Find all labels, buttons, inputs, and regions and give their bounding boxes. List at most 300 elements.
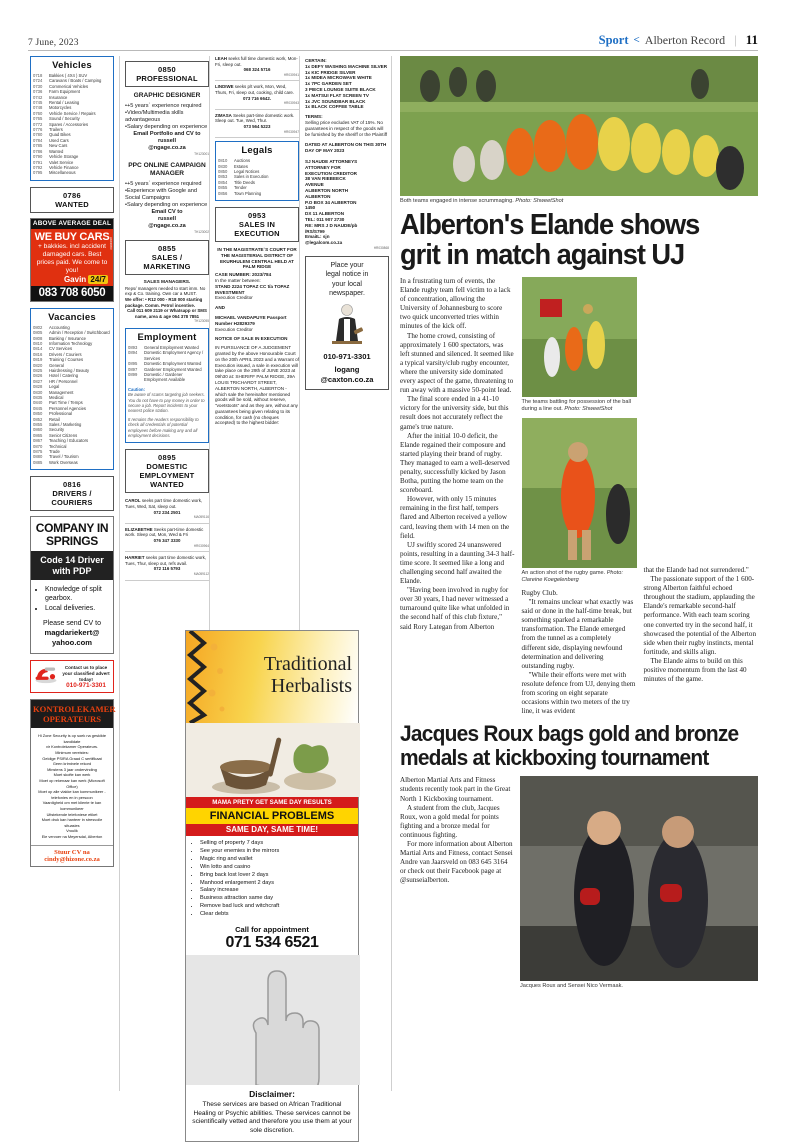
item-code: 0742 <box>33 94 43 100</box>
item-name: Admin / Reception / Switchboard <box>49 330 110 336</box>
ad-subtext: + bakkies. incl accident damaged cars. Best prices paid. We come to you! <box>36 242 108 274</box>
paragraph: For more information about Alberton Martial Arts and Fitness, contact Sensei Andre van Jaarsveld on 083 645 3164 or check out their Facebook page at @sunseialberton. <box>400 839 513 885</box>
ad-ref: HR030943 <box>283 101 299 106</box>
item-name: Work Overseas <box>49 459 78 465</box>
ad-subtitle: Code 14 Driver with PDP <box>31 551 113 580</box>
article-body-2 <box>522 589 637 716</box>
second-article-body <box>400 776 513 885</box>
item-code: 0816 <box>33 351 43 357</box>
terms-body: Selling price excludes VAT of 15%. No guarantees in respect of the goods will be furnished by the sheriff or the Plaintiff <box>305 119 388 137</box>
item-code: 0724 <box>33 78 43 84</box>
photo-caption-4: Jacques Roux and Sensei Nico Vermaak. <box>520 983 623 990</box>
advertiser-name: CAROL <box>125 498 141 504</box>
ad-phone[interactable]: 072 234 2501 <box>153 509 181 515</box>
ad-ref: MA059112 <box>193 571 209 576</box>
text-line: •+5 years` experience required <box>125 180 202 187</box>
item-code: 0790 <box>33 154 43 160</box>
ad-contact-name <box>33 275 111 284</box>
ad-phone[interactable]: 073 564 5223 <box>243 123 271 129</box>
second-article-headline: Jacques Roux bags gold and bronze medals at kickboxing tournament <box>400 721 739 771</box>
text-line: Vroulik <box>66 828 78 834</box>
article-column-3 <box>644 277 759 716</box>
ad-divider <box>215 109 299 110</box>
paragraph: The passionate support of the 1 600-strong Alberton faithful echoed throughout the stadium, applauding the Elande's remarkable second-half performance. With each team scoring one converted try in the second half, it showcased the potential of the Alberton side when their rugby instincts, mental fortitude, and skills align. <box>643 575 756 656</box>
copy-line-4: newspaper. <box>329 290 365 298</box>
terms-title: TERMS: <box>305 114 323 120</box>
job-bullets <box>125 181 209 209</box>
code-number: 0953 <box>248 210 266 220</box>
ad-header-art <box>186 631 358 723</box>
party-2: MICHAEL VANDAPUYE Passport Number H2829379 <box>215 314 287 326</box>
item-name: Information Technology <box>49 340 93 346</box>
paragraph: In a frustrating turn of events, the Elande rugby team fell victim to a lack of concentration, allowing the University of Johannesburg to score two quick unconverted tries within minutes of the kick off. <box>400 277 511 331</box>
code-box-drivers <box>30 476 114 511</box>
job-title: PPC ONLINE CAMPAIGN MANAGER <box>128 161 206 177</box>
item-name: Caravans / Boats / Camping <box>49 78 102 84</box>
item-name: Hotel / Catering <box>49 373 79 379</box>
item-code: 0885 <box>33 459 43 465</box>
party-1-role: Execution Creditor <box>215 295 253 301</box>
text-line: EmaiIL: sjn <box>305 234 330 240</box>
certain-items <box>305 64 389 110</box>
column-divider <box>391 56 392 1091</box>
paragraph: A student from the club, Jacques Roux, won a gold medal for points fighting and a bronze medal for continuous fighting. <box>400 803 500 839</box>
classified-ad[interactable] <box>125 527 209 552</box>
item-code: 0760 <box>33 110 43 116</box>
text-line: Geen kriminele rekord <box>52 761 92 767</box>
bullet-list <box>37 585 109 613</box>
ad-title-line-1: Traditional <box>263 653 352 675</box>
text-line: SJ NAUDE ATTORNEYS <box>305 158 358 164</box>
item-code: 0792 <box>33 164 43 170</box>
caution-p2: It remains the readers responsibility to check all credentials of potential employees before making any and all employment decisions. <box>128 416 199 439</box>
ad-apply-line[interactable]: Stuur CV na cindy@hizone.co.za <box>31 845 113 866</box>
code-number: 0895 <box>158 453 176 463</box>
item-name: Miscellaneous <box>49 170 76 176</box>
code-box-sales-marketing <box>125 240 209 275</box>
bullet-item: • Business attraction same day <box>200 895 352 902</box>
ad-disclaimer <box>186 1085 358 1141</box>
bullet-item: • Win lotto and casino <box>200 864 352 871</box>
text-line: @legalcom.co.za <box>305 240 343 246</box>
text-line: ALBERTON NORTH <box>305 187 349 193</box>
category-title: Vacancies <box>48 311 96 323</box>
item-code: 0827 <box>33 378 43 384</box>
classified-ad[interactable] <box>215 113 299 138</box>
caption-text: Both teams engaged in intense scrummaging. <box>400 198 516 204</box>
disclaimer-body: These services are based on African Traditional Healing or Psychic abilities. These services cannot be scientifically vetted and therefore you use them at your sole discretion. <box>192 1101 352 1134</box>
job-cta: Email CV to <box>151 208 183 215</box>
paragraph: that the Elande had not surrendered." <box>643 566 749 574</box>
second-article-columns <box>400 776 758 990</box>
party-1: STAND 2224 TOPAZ CC t/a TOPAZ INVESTMENT <box>215 283 290 295</box>
paragraph: However, with only 15 minutes remaining in the first half, tempers flared and Alberton received a yellow card, leaving them with 14 men on the field. <box>400 495 510 540</box>
text-line: •Video/Multimedia skills advantageous <box>125 110 184 123</box>
ad-text: seeks full time domestic work, Mon-Fri, sleep out. <box>215 56 298 67</box>
text-line: ATTORNEY FOR <box>305 164 341 170</box>
item-code: 0850 <box>218 168 228 174</box>
paragraph: The final score ended in a 41-10 victory for the university side, but this result does not accurately reflect the game's true nature. <box>400 395 509 431</box>
text-line: •Salary depending on experience <box>125 124 208 130</box>
caption-text: An action shot of the rugby game. <box>521 570 607 576</box>
job-email-1[interactable]: russell <box>157 215 177 222</box>
category-item[interactable] <box>33 170 111 175</box>
code-number: 0850 <box>158 65 176 74</box>
text-line: ALBERTON <box>305 193 331 199</box>
ad-heading: SALES MANAGERS. <box>143 280 191 286</box>
ad-call[interactable]: Call 011 609 2119 or Whatsapp or SMS name, area & age 064 378 7851 <box>127 308 207 319</box>
masthead-right <box>599 32 758 48</box>
ad-call-label: Call for appointment <box>235 925 309 935</box>
item-code: 0840 <box>33 400 43 406</box>
paragraph: The Elande aims to build on this positive momentum from the last 40 minutes of the game. <box>643 656 747 684</box>
item-name: Travel / Tourism <box>49 454 79 460</box>
second-article-photo-wrap <box>520 776 758 990</box>
item-name: Tender <box>234 185 247 191</box>
legal-notice-details <box>305 58 389 252</box>
employment-list <box>128 345 206 383</box>
attorney-block <box>305 159 389 246</box>
ad-ref: HR030941 <box>283 72 299 77</box>
classified-ad[interactable] <box>215 84 299 109</box>
item-code: 0786 <box>33 148 43 154</box>
notice-body: IN PURSUANCE OF A JUDGEMENT granted by the above Honourable Court on the 20th APRIL 2023 and a Warrant of Execution issued, a sale in execution will take place on the 29th of JUNE 2023 at 09h30 at: SHERIFF PALM RIDGE, 39A LOUIS TRICHARDT STREET, ALBERTON NORTH, ALBERTON - which sale the hereinafter mentioned goods will be sold, without reserve, "voetstoots" and as they are, without any guarantees being given relating to its condition, for cash (no cheques accepted) to the highest bidder: <box>215 345 299 426</box>
ad-body: Reps/ managers needed to start imm. No exp & Co. training. Own car a MUST. <box>125 285 206 297</box>
text-line: Uitstekende telefoniese etiket <box>46 811 98 817</box>
item-code: 0855 <box>33 422 43 428</box>
article-columns <box>400 277 758 716</box>
ad-ref: TH123001 <box>194 152 209 156</box>
text-line: 1x KIC FRIDGE SILVER <box>305 69 356 75</box>
code-box-sales-in-execution <box>215 207 299 242</box>
ad-traditional-herbalists[interactable] <box>185 630 359 1142</box>
item-name: Town Planning <box>234 190 262 196</box>
job-email-2[interactable]: @ngage.co.za <box>148 145 186 151</box>
paragraph: "While their efforts were met with resolute defence from UJ, denying them from scoring on eight separate occasions within two meters of the try line, it was evident <box>521 670 636 716</box>
category-employment <box>125 328 209 444</box>
item-name: Legal Notices <box>234 168 260 174</box>
classified-ad[interactable] <box>215 56 299 81</box>
caption-text: The teams battling for possession of the ball during a line out. <box>521 399 631 412</box>
ad-phone[interactable]: 076 347 3330 <box>153 538 181 543</box>
caption-credit: Photo: Clareine Koegelenberg <box>521 570 623 583</box>
ad-kontrolekamer[interactable] <box>30 699 114 866</box>
ad-divider <box>125 523 209 524</box>
item-name: Accounting <box>49 324 70 330</box>
bullet-item: • Remove bad luck and witchcraft <box>200 903 352 910</box>
photo-kickboxing <box>520 776 758 981</box>
text-line: TEL: 011 907 2730 <box>305 216 345 222</box>
pointing-hand-image <box>186 955 358 1085</box>
item-name: Domestic / Gardener Employment Available <box>144 371 186 383</box>
bullet-item: • Local deliveries. <box>45 604 109 613</box>
job-email-1[interactable]: russell <box>157 138 177 144</box>
telephone-icon <box>33 664 59 689</box>
publication-name: Alberton Record <box>644 32 726 47</box>
advertiser-name: LINDIWE <box>215 84 234 90</box>
court-heading: IN THE MAGISTRATE`S COURT FOR THE MAGISTERIAL DISTRICT OF EKURHULENI CENTRAL HELD AT PALM RIDGE <box>217 246 297 270</box>
ad-ref: TH123002 <box>194 229 209 234</box>
ad-title <box>264 653 352 697</box>
ad-text: seeks p/t work, Mon, Wed, Thurs, Fri, sleep out, cooking, child care. <box>215 84 295 95</box>
photo-caption-2 <box>522 397 637 413</box>
issue-date: 7 June, 2023 <box>28 38 79 48</box>
job-bullets <box>125 103 209 131</box>
copy-line-1: Place your <box>330 261 364 269</box>
section-label: Sport <box>598 32 629 47</box>
masthead-rule <box>28 50 758 51</box>
text-line: 1450 <box>305 205 316 211</box>
category-title: Vehicles <box>52 60 92 71</box>
text-line: Moet druk kan hanteer in stresvolle situasies <box>41 817 103 828</box>
category-item[interactable] <box>128 372 206 383</box>
ad-apply <box>31 616 113 653</box>
item-code: 0810 <box>218 158 228 164</box>
classified-ad[interactable] <box>125 555 209 580</box>
ad-ppc-manager[interactable] <box>125 162 209 236</box>
item-name: CV Services <box>49 346 73 352</box>
ad-divider <box>125 551 209 552</box>
case-number: CASE NUMBER: 2023/784 <box>215 272 272 278</box>
item-code: 0835 <box>33 395 43 400</box>
bullet-item: • Manhood enlargement 2 days <box>200 880 352 887</box>
dated-line: DATED AT ALBERTON ON THIS 30TH DAY OF MAY 2023 <box>305 142 387 154</box>
advertiser-name: HARRIET <box>125 555 145 561</box>
ad-ref: HR030964 <box>193 543 209 548</box>
item-code: 0780 <box>33 132 43 138</box>
job-cta: Email Portfolio and CV to <box>133 131 201 137</box>
item-code: 0856 <box>218 190 228 196</box>
ad-email-2[interactable]: @caxton.co.za <box>320 374 374 384</box>
badge-247: 24/7 <box>90 274 106 284</box>
item-name: Senior Citizens <box>49 432 78 438</box>
text-line: P.O BOX 34 ALBERTON <box>305 199 357 205</box>
caption-credit: Photo: ShweetShot <box>564 406 613 412</box>
item-name: Bakkies ( 4X4 ) SUV <box>49 73 88 78</box>
apply-label: Please send CV to <box>43 620 101 628</box>
ad-body <box>31 229 113 286</box>
ad-text: seeks part time domestic work, Tues, Thur, sleep out, refs avail. <box>125 555 207 566</box>
ad-text: Seeks part-time domestic work. Sleep out, Mon, Wed & Fri <box>125 526 204 538</box>
text-line: •+5 years` experience required <box>125 103 202 109</box>
legal-notice-sale <box>215 247 299 426</box>
item-name: Trailers <box>49 127 63 133</box>
item-code: 0745 <box>33 100 43 106</box>
item-name: Motorcycles <box>49 105 72 111</box>
sport-article <box>400 56 758 990</box>
ad-phone[interactable]: 068 324 5716 <box>243 67 271 73</box>
item-name: Trade <box>49 449 60 455</box>
text-line: Hi Zone Security is op soek na geskikte kandidate <box>37 733 107 744</box>
item-name: Legal <box>49 384 60 390</box>
bullet-item: • Clear debts <box>200 911 352 918</box>
ad-divider <box>215 80 299 81</box>
ad-sameday-line: SAME DAY, SAME TIME! <box>186 824 358 836</box>
photo-caption-1 <box>400 196 758 205</box>
item-code: 0814 <box>33 346 43 352</box>
text-line: 3 PIECE LOUNGE SUITE BLACK <box>305 86 376 92</box>
apply-email[interactable]: magdariekert@ yahoo.com <box>44 628 100 648</box>
item-name: Personnel Agencies <box>49 405 87 411</box>
text-line: Minimum vereistes: <box>55 750 89 756</box>
text-line: EXECUTION CREDITOR <box>305 170 357 176</box>
code-box-domestic <box>125 449 209 493</box>
ad-financial-headline: FINANCIAL PROBLEMS <box>186 808 358 824</box>
item-code: 0830 <box>33 389 43 395</box>
item-code: 0828 <box>33 384 43 390</box>
bullet-item: • Knowledge of split gearbox. <box>45 585 109 603</box>
ad-phone[interactable]: 083 708 6050 <box>31 286 113 301</box>
item-name: Security <box>49 427 65 433</box>
ad-sales-managers[interactable] <box>125 280 209 325</box>
bullet-item: • Salary increase <box>200 887 352 894</box>
contact-phone[interactable]: 010-971-3301 <box>66 681 106 689</box>
classified-column-1 <box>30 56 114 1091</box>
ad-headline: WE BUY CARS <box>34 230 110 243</box>
item-name: Quad Bikes <box>49 132 71 138</box>
category-vehicles <box>30 56 114 181</box>
item-name: Banking / Insurance <box>49 335 87 341</box>
text-line: Eie vervoer na Meyersdal, Alberton <box>41 833 103 839</box>
code-number: 0816 <box>63 480 81 490</box>
item-name: Valet Service <box>49 159 74 165</box>
ad-ref: MA059116 <box>193 515 209 520</box>
code-label: SALES / MARKETING <box>143 253 191 272</box>
contact-copy: Contact us to place your classified advert today! <box>62 664 110 682</box>
vehicles-list <box>33 73 111 176</box>
bullet-item: • Bring back lost lover 2 days <box>200 872 352 879</box>
category-legals <box>215 141 299 201</box>
item-name: Domestic Employment Wanted <box>144 361 202 367</box>
ad-graphic-designer[interactable] <box>125 92 209 158</box>
vacancies-list <box>33 325 111 466</box>
item-name: Spares / Accessories <box>49 121 89 127</box>
text-line: 1x MIDEA MICROWAVE WHITE <box>305 75 372 81</box>
classified-ad[interactable] <box>125 498 209 523</box>
ad-ref: HR030868 <box>373 245 389 250</box>
ad-title: COMPANY IN SPRINGS <box>31 517 113 551</box>
caution-p1: Be aware of scams targeting job seekers. You do not have to pay money in order to secure a job. Report incidents to your nearest police station. <box>128 392 205 414</box>
paragraph: The home crowd, consisting of approximately 1 600 spectators, was left stunned and silenced. It seemed like a typical varsity/club rugby encounter, where the university side dominated every aspect of the game, threatening to run away with a massive 50-point lead. <box>400 331 514 395</box>
column-divider <box>119 56 120 1091</box>
category-item[interactable] <box>128 350 206 361</box>
ad-phone[interactable]: 071 534 6521 <box>225 934 319 952</box>
code-label: SALES IN EXECUTION <box>234 219 280 238</box>
domestic-ads-list-cont <box>215 56 299 138</box>
item-name: Training / Courses <box>49 357 84 363</box>
item-code: 0899 <box>128 371 138 377</box>
ad-text: seeks part time domestic work, Tues, Wed, Sat, sleep out. <box>125 498 203 510</box>
item-name: Hairdressing / Beauty <box>49 367 90 373</box>
article-column-2 <box>522 277 637 716</box>
category-item[interactable] <box>33 460 111 465</box>
item-name: Auctions <box>234 158 251 164</box>
category-vacancies <box>30 308 114 471</box>
item-code: 0808 <box>33 335 43 341</box>
copy-line-3: your local <box>332 280 362 288</box>
category-item[interactable] <box>218 191 296 196</box>
ad-phone[interactable]: 073 716 6642. <box>242 95 272 101</box>
ad-banner: ABOVE AVERAGE DEAL <box>32 220 112 228</box>
item-code: 0718 <box>33 73 43 78</box>
item-name: Rental / Leasing <box>49 100 80 106</box>
item-code: 0867 <box>33 438 43 444</box>
code-label: DOMESTIC EMPLOYMENT WANTED <box>139 462 195 490</box>
disclaimer-title: Disclaimer: <box>249 1089 295 1100</box>
ad-phone[interactable]: 072 116 5793 <box>153 566 181 572</box>
code-box-professional <box>125 61 209 87</box>
item-code: 0810 <box>33 340 43 346</box>
item-code: 0830 <box>218 163 228 169</box>
advertiser-name: LEAH <box>215 56 227 61</box>
contact-text <box>61 665 111 689</box>
code-label: WANTED <box>55 199 89 209</box>
item-name: Vehicle Service / Repairs <box>49 110 96 116</box>
item-name: Management <box>49 389 74 395</box>
item-name: Retail <box>49 416 60 422</box>
text-line: RE: MRS J D NAUDE/pb <box>305 222 358 228</box>
ad-contact-us[interactable] <box>30 660 114 693</box>
item-code: 0850 <box>33 411 43 417</box>
code-number: 0855 <box>158 244 176 254</box>
item-code: 0795 <box>33 170 43 176</box>
paragraph: "It remains unclear what exactly was said or done in the half-time break, but something sparked a remarkable transformation. The Elande emerged from the tunnel as a completely different side, displaying newfound determination and delivering outstanding rugby. <box>521 598 634 670</box>
ad-we-buy-cars[interactable] <box>30 218 114 302</box>
item-code: 0772 <box>33 121 43 127</box>
ad-ref: HR030950 <box>109 236 112 250</box>
photo-lineout <box>522 277 637 397</box>
text-line: /RS/S799 <box>305 228 325 234</box>
item-name: Sales in Execution <box>234 174 269 180</box>
item-name: New Cars <box>49 143 68 149</box>
ad-email-1[interactable]: logang <box>334 364 360 374</box>
item-code: 0893 <box>128 344 138 350</box>
job-email-2[interactable]: @ngage.co.za <box>148 222 186 229</box>
legals-list <box>218 158 296 196</box>
paragraph: Alberton Martial Arts and Fitness students recently took part in the Great North 1 Kickboxing tournament. <box>400 776 511 803</box>
item-name: Used Cars <box>49 137 69 143</box>
masthead <box>28 24 758 48</box>
ad-phone[interactable]: 010-971-3301 <box>323 351 371 361</box>
caret-icon: < <box>633 34 640 46</box>
item-code: 0860 <box>33 427 43 433</box>
item-code: 0820 <box>33 362 43 368</box>
item-name: Sound / Security <box>49 116 80 122</box>
item-name: Insurance <box>49 94 68 100</box>
article-headline: Alberton's Elande shows grit in match against UJ <box>400 209 700 271</box>
advertiser-name: ELIZABETHE <box>125 526 153 532</box>
item-name: Part Time / Temps <box>49 400 83 406</box>
article-column-1 <box>400 277 515 716</box>
bullet-item: • Magic ring and wallet <box>200 856 352 863</box>
photo-caption-3 <box>522 568 637 584</box>
item-name: General <box>49 362 64 368</box>
column-spacer <box>644 277 759 566</box>
text-line: 1x DEFY WASHING MACHINE SILVER <box>305 63 388 69</box>
text-line: 1x 7PC GARDEN SET <box>305 81 352 87</box>
notice-title: NOTICE OF SALE IN EXECUTION <box>215 336 288 342</box>
bullet-item: • Selling of property 7 days <box>200 840 352 847</box>
item-name: Professional <box>49 411 73 417</box>
paragraph: UJ swiftly scored 24 unanswered points, resulting in a daunting 34-3 half-time score. It seemed like a long and challenging second half awaited the Elande. <box>400 540 515 586</box>
text-line: 38 VAN RIEBEECK <box>305 176 346 182</box>
ad-divider <box>215 137 299 138</box>
photo-action <box>522 418 637 568</box>
text-line: DX 11 ALBERTON <box>305 211 345 217</box>
ad-place-legal-notice[interactable] <box>305 256 389 390</box>
ad-company-in-springs[interactable] <box>30 516 114 654</box>
item-code: 0730 <box>33 83 43 89</box>
